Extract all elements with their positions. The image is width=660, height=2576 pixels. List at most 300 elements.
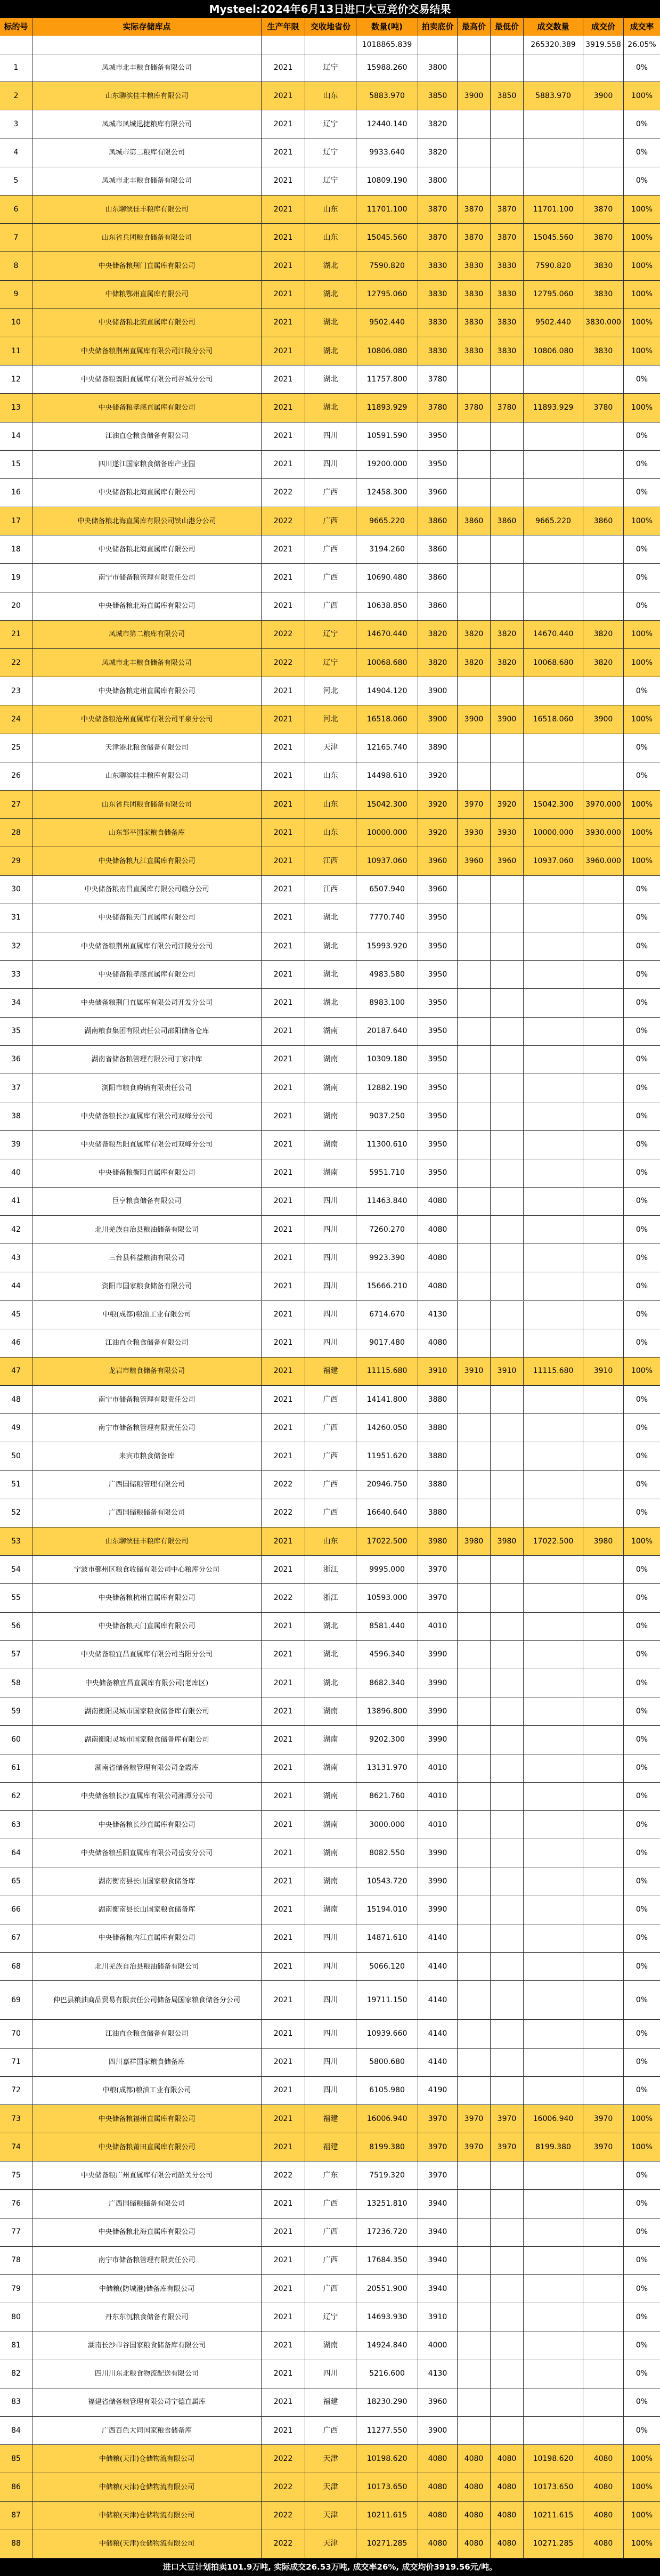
cell-col-floor-price: 3800	[418, 167, 457, 195]
cell-col-quantity: 20946.750	[356, 1471, 418, 1499]
cell-col-traded-price	[583, 1442, 623, 1470]
cell-col-traded-qty: 10198.620	[523, 2445, 583, 2473]
cell-col-lot-no: 73	[11, 2114, 21, 2123]
cell-col-warehouse: 中储粮(防城港)储备库有限公司	[32, 2275, 261, 2303]
cell-col-quantity: 5951.710	[356, 1159, 418, 1187]
cell-col-min-price: 3830	[490, 281, 523, 308]
cell-col-lot-no: 65	[11, 1876, 21, 1886]
cell-col-lot-no: 24	[11, 715, 21, 724]
cell-col-warehouse: 中央储备粮长沙直属库有限公司	[32, 1811, 261, 1839]
cell-col-rate: 0%	[623, 2247, 660, 2274]
cell-col-min-price	[490, 54, 523, 82]
cell-col-traded-price	[583, 2275, 623, 2303]
cell-col-lot-no: 72	[11, 2086, 21, 2095]
cell-col-floor-price: 3920	[418, 762, 457, 790]
cell-col-quantity: 8199.380	[356, 2133, 418, 2161]
cell-col-max-price	[457, 1329, 490, 1357]
cell-col-rate: 0%	[623, 2360, 660, 2388]
cell-col-floor-price: 3880	[418, 1386, 457, 1413]
cell-col-traded-price: 3830	[583, 337, 623, 365]
cell-col-lot-no: 78	[11, 2256, 21, 2265]
cell-col-lot-no: 6	[13, 205, 19, 214]
cell-col-traded-price	[583, 1726, 623, 1753]
cell-col-rate: 100%	[623, 2502, 660, 2530]
cell-col-min-price	[490, 1272, 523, 1300]
cell-col-province: 湖北	[305, 252, 356, 280]
cell-col-year: 2021	[261, 1669, 305, 1697]
cell-col-min-price	[490, 1018, 523, 1045]
cell-col-year: 2022	[261, 507, 305, 535]
cell-col-max-price	[457, 1074, 490, 1102]
cell-col-floor-price: 4010	[418, 1613, 457, 1640]
cell-col-min-price	[490, 2247, 523, 2274]
cell-col-province: 山东	[305, 762, 356, 790]
cell-col-min-price: 3910	[490, 1358, 523, 1385]
cell-col-floor-price: 3960	[418, 847, 457, 875]
cell-col-traded-price	[583, 1556, 623, 1583]
cell-col-lot-no: 67	[11, 1933, 21, 1943]
cell-col-province: 广西	[305, 592, 356, 620]
cell-col-floor-price: 3990	[418, 1867, 457, 1895]
cell-col-province: 湖南	[305, 1046, 356, 1074]
cell-col-warehouse: 中央储备粮沧州直属库有限公司平泉分公司	[32, 705, 261, 733]
cell-col-rate: 100%	[623, 252, 660, 280]
cell-col-traded-price: 3780	[583, 394, 623, 421]
cell-col-traded-qty	[523, 1188, 583, 1215]
cell-col-warehouse: 浏阳市粮食购销有限责任公司	[32, 1074, 261, 1102]
cell-col-traded-price: 3970	[583, 2133, 623, 2161]
cell-col-lot-no: 88	[11, 2539, 21, 2548]
cell-col-max-price	[457, 422, 490, 450]
cell-col-floor-price: 3990	[418, 1839, 457, 1867]
cell-col-min-price: 4080	[490, 2530, 523, 2558]
cell-col-floor-price: 4080	[418, 1216, 457, 1244]
cell-col-max-price	[457, 876, 490, 904]
cell-col-floor-price: 4080	[418, 2530, 457, 2558]
table-row	[0, 252, 660, 280]
cell-col-year: 2022	[261, 2473, 305, 2501]
cell-col-year: 2021	[261, 2133, 305, 2161]
cell-col-rate: 0%	[623, 2020, 660, 2047]
cell-col-max-price: 4080	[457, 2530, 490, 2558]
table-row	[0, 2417, 660, 2445]
cell-col-traded-qty	[523, 1867, 583, 1895]
table-row	[0, 167, 660, 196]
cell-col-year: 2022	[261, 2161, 305, 2189]
cell-col-province: 山东	[305, 1527, 356, 1555]
cell-col-province: 天津	[305, 2445, 356, 2473]
table-row	[0, 224, 660, 252]
totals-blank-1	[0, 36, 32, 54]
table-row	[0, 2388, 660, 2417]
cell-col-traded-price	[583, 1754, 623, 1782]
cell-col-year: 2021	[261, 1301, 305, 1329]
cell-col-rate: 0%	[623, 1074, 660, 1102]
cell-col-traded-qty	[523, 2417, 583, 2444]
cell-col-quantity: 13251.810	[356, 2190, 418, 2217]
cell-col-max-price	[457, 1641, 490, 1669]
cell-col-year: 2021	[261, 281, 305, 308]
cell-col-quantity: 14498.610	[356, 762, 418, 790]
cell-col-lot-no: 68	[11, 1962, 21, 1971]
table-row	[0, 1584, 660, 1612]
table-row	[0, 309, 660, 337]
cell-col-max-price	[457, 2331, 490, 2359]
cell-col-min-price	[490, 1867, 523, 1895]
cell-col-quantity: 10937.060	[356, 847, 418, 875]
cell-col-lot-no: 33	[11, 970, 21, 979]
cell-col-lot-no: 34	[11, 998, 21, 1007]
table-row	[0, 2247, 660, 2275]
cell-col-min-price	[490, 2161, 523, 2189]
cell-col-max-price	[457, 54, 490, 82]
cell-col-traded-price	[583, 1924, 623, 1952]
cell-col-warehouse: 天津港北粮食储备有限公司	[32, 734, 261, 762]
cell-col-max-price: 3820	[457, 649, 490, 677]
cell-col-max-price	[457, 1046, 490, 1074]
cell-col-quantity: 10638.850	[356, 592, 418, 620]
table-row	[0, 1188, 660, 1216]
cell-col-max-price	[457, 365, 490, 393]
cell-col-traded-qty	[523, 1102, 583, 1130]
cell-col-province: 四川	[305, 422, 356, 450]
cell-col-quantity: 12795.060	[356, 281, 418, 308]
cell-col-warehouse: 四川嘉祥国家粮食储备库	[32, 2049, 261, 2076]
cell-col-floor-price: 3950	[418, 1102, 457, 1130]
cell-col-rate: 100%	[623, 281, 660, 308]
cell-col-year: 2021	[261, 1272, 305, 1300]
cell-col-min-price	[490, 1726, 523, 1753]
cell-col-province: 四川	[305, 1953, 356, 1980]
cell-col-quantity: 8581.440	[356, 1613, 418, 1640]
cell-col-rate: 0%	[623, 2077, 660, 2104]
cell-col-province: 湖北	[305, 904, 356, 932]
cell-col-province: 四川	[305, 451, 356, 478]
totals-row	[0, 36, 660, 54]
cell-col-lot-no: 36	[11, 1055, 21, 1064]
cell-col-traded-qty	[523, 904, 583, 932]
cell-col-lot-no: 4	[13, 148, 19, 157]
cell-col-min-price	[490, 932, 523, 960]
cell-col-max-price	[457, 1131, 490, 1158]
cell-col-year: 2021	[261, 196, 305, 223]
cell-col-traded-qty	[523, 1953, 583, 1980]
cell-col-traded-price: 3830	[583, 281, 623, 308]
cell-col-max-price	[457, 139, 490, 167]
cell-col-lot-no: 14	[11, 432, 21, 441]
cell-col-province: 四川	[305, 1301, 356, 1329]
cell-col-rate: 0%	[623, 2190, 660, 2217]
cell-col-province: 广西	[305, 535, 356, 563]
cell-col-lot-no: 47	[11, 1367, 21, 1376]
cell-col-traded-qty	[523, 876, 583, 904]
cell-col-traded-price	[583, 139, 623, 167]
cell-col-max-price	[457, 1726, 490, 1753]
cell-col-max-price	[457, 1839, 490, 1867]
cell-col-floor-price: 3950	[418, 904, 457, 932]
cell-col-traded-qty	[523, 1301, 583, 1329]
cell-col-warehouse: 中央储备粮长沙直属库有限公司湘潭分公司	[32, 1783, 261, 1810]
cell-col-floor-price: 3900	[418, 705, 457, 733]
cell-col-lot-no: 84	[11, 2426, 21, 2435]
cell-col-min-price	[490, 2303, 523, 2331]
cell-col-traded-price	[583, 2049, 623, 2076]
cell-col-province: 湖南	[305, 1726, 356, 1753]
cell-col-traded-price	[583, 1613, 623, 1640]
cell-col-quantity: 10543.720	[356, 1867, 418, 1895]
cell-col-lot-no: 46	[11, 1338, 21, 1347]
cell-col-quantity: 3000.000	[356, 1811, 418, 1839]
cell-col-floor-price: 3800	[418, 54, 457, 82]
cell-col-max-price	[457, 1272, 490, 1300]
cell-col-quantity: 7519.320	[356, 2161, 418, 2189]
cell-col-floor-price: 3860	[418, 507, 457, 535]
cell-col-max-price	[457, 2388, 490, 2416]
cell-col-traded-qty	[523, 2275, 583, 2303]
cell-col-traded-price	[583, 1471, 623, 1499]
cell-col-warehouse: 中央储备粮北海直属库有限公司	[32, 2219, 261, 2246]
cell-col-traded-price	[583, 1953, 623, 1980]
cell-col-year: 2021	[261, 564, 305, 591]
cell-col-warehouse: 江油直仓粮食储备有限公司	[32, 1329, 261, 1357]
cell-col-floor-price: 3830	[418, 252, 457, 280]
cell-col-traded-qty: 10173.650	[523, 2473, 583, 2501]
cell-col-warehouse: 中央储备粮北流直属库有限公司	[32, 309, 261, 337]
cell-col-warehouse: 广西国储粮储备有限公司	[32, 1499, 261, 1527]
cell-col-year: 2022	[261, 1499, 305, 1527]
cell-col-floor-price: 4000	[418, 2331, 457, 2359]
cell-col-traded-price	[583, 1244, 623, 1272]
cell-col-traded-price	[583, 1188, 623, 1215]
cell-col-warehouse: 中储粮鄂州直属库有限公司	[32, 281, 261, 308]
cell-col-min-price	[490, 1216, 523, 1244]
cell-col-min-price: 3830	[490, 337, 523, 365]
cell-col-rate: 0%	[623, 1839, 660, 1867]
cell-col-min-price: 3970	[490, 2105, 523, 2133]
cell-col-min-price	[490, 2049, 523, 2076]
cell-col-traded-qty: 8199.380	[523, 2133, 583, 2161]
cell-col-max-price	[457, 110, 490, 138]
cell-col-floor-price: 4010	[418, 1754, 457, 1782]
cell-col-traded-qty	[523, 2190, 583, 2217]
totals-blank-2	[32, 36, 261, 54]
table-row	[0, 1896, 660, 1924]
cell-col-min-price	[490, 2360, 523, 2388]
cell-col-quantity: 8983.100	[356, 989, 418, 1017]
cell-col-province: 辽宁	[305, 2303, 356, 2331]
cell-col-quantity: 12165.740	[356, 734, 418, 762]
cell-col-quantity: 10173.650	[356, 2473, 418, 2501]
cell-col-floor-price: 3970	[418, 2133, 457, 2161]
cell-col-rate: 100%	[623, 2105, 660, 2133]
cell-col-lot-no: 70	[11, 2029, 21, 2038]
cell-col-province: 天津	[305, 734, 356, 762]
cell-col-traded-price	[583, 1046, 623, 1074]
cell-col-max-price	[457, 1102, 490, 1130]
cell-col-max-price	[457, 1669, 490, 1697]
cell-col-traded-price	[583, 2247, 623, 2274]
cell-col-quantity: 10806.080	[356, 337, 418, 365]
cell-col-min-price	[490, 1981, 523, 2019]
cell-col-rate: 0%	[623, 2388, 660, 2416]
cell-col-province: 辽宁	[305, 167, 356, 195]
cell-col-min-price: 3960	[490, 847, 523, 875]
cell-col-min-price	[490, 762, 523, 790]
cell-col-year: 2021	[261, 1159, 305, 1187]
cell-col-min-price	[490, 422, 523, 450]
cell-col-warehouse: 南宁市储备粮管理有限责任公司	[32, 1386, 261, 1413]
cell-col-lot-no: 32	[11, 941, 21, 950]
table-row	[0, 1924, 660, 1953]
table-row	[0, 2331, 660, 2360]
cell-col-max-price: 3870	[457, 224, 490, 251]
cell-col-quantity: 9923.390	[356, 1244, 418, 1272]
cell-col-year: 2021	[261, 2247, 305, 2274]
cell-col-traded-qty: 14670.440	[523, 621, 583, 648]
header-col-quantity: 数量(吨)	[356, 18, 418, 36]
cell-col-floor-price: 3960	[418, 479, 457, 507]
cell-col-year: 2021	[261, 932, 305, 960]
cell-col-quantity: 15993.920	[356, 932, 418, 960]
cell-col-traded-price	[583, 2388, 623, 2416]
table-row	[0, 337, 660, 365]
cell-col-province: 湖北	[305, 309, 356, 337]
header-col-floor-price: 拍卖底价	[418, 18, 457, 36]
cell-col-year: 2021	[261, 167, 305, 195]
cell-col-rate: 100%	[623, 309, 660, 337]
cell-col-traded-price	[583, 1697, 623, 1725]
table-row	[0, 1131, 660, 1159]
cell-col-traded-qty: 11701.100	[523, 196, 583, 223]
cell-col-warehouse: 山东省兵团粮食储备有限公司	[32, 224, 261, 251]
cell-col-rate: 0%	[623, 1471, 660, 1499]
cell-col-warehouse: 中储粮(天津)仓储物流有限公司	[32, 2530, 261, 2558]
cell-col-province: 天津	[305, 2530, 356, 2558]
cell-col-lot-no: 82	[11, 2369, 21, 2378]
cell-col-year: 2021	[261, 2105, 305, 2133]
cell-col-province: 湖南	[305, 1896, 356, 1924]
cell-col-rate: 0%	[623, 932, 660, 960]
cell-col-max-price	[457, 2190, 490, 2217]
cell-col-floor-price: 3950	[418, 1046, 457, 1074]
cell-col-province: 辽宁	[305, 139, 356, 167]
cell-col-floor-price: 4080	[418, 1272, 457, 1300]
cell-col-province: 浙江	[305, 1584, 356, 1612]
cell-col-traded-qty	[523, 1244, 583, 1272]
cell-col-rate: 0%	[623, 1697, 660, 1725]
cell-col-traded-qty	[523, 167, 583, 195]
cell-col-traded-price	[583, 2331, 623, 2359]
cell-col-province: 山东	[305, 224, 356, 251]
cell-col-year: 2021	[261, 1896, 305, 1924]
cell-col-traded-price	[583, 2077, 623, 2104]
cell-col-warehouse: 广西百色大同国家粮食储备库	[32, 2417, 261, 2444]
cell-col-rate: 0%	[623, 139, 660, 167]
cell-col-year: 2022	[261, 621, 305, 648]
cell-col-lot-no: 30	[11, 885, 21, 894]
cell-col-traded-qty	[523, 592, 583, 620]
cell-col-province: 湖北	[305, 1669, 356, 1697]
cell-col-year: 2022	[261, 2502, 305, 2530]
cell-col-warehouse: 宁波市鄞州区粮食收储有限公司中心粮库分公司	[32, 1556, 261, 1583]
cell-col-floor-price: 4140	[418, 1924, 457, 1952]
cell-col-traded-qty	[523, 1074, 583, 1102]
cell-col-lot-no: 28	[11, 828, 21, 837]
cell-col-year: 2021	[261, 2388, 305, 2416]
cell-col-province: 福建	[305, 1358, 356, 1385]
table-row	[0, 2275, 660, 2303]
cell-col-province: 四川	[305, 2049, 356, 2076]
cell-col-lot-no: 1	[13, 63, 19, 72]
cell-col-year: 2021	[261, 2049, 305, 2076]
cell-col-lot-no: 48	[11, 1395, 21, 1404]
cell-col-warehouse: 湖南省储备粮管理有限公司金霞库	[32, 1754, 261, 1782]
cell-col-warehouse: 中央储备粮衡阳直属库有限公司	[32, 1159, 261, 1187]
cell-col-floor-price: 3920	[418, 819, 457, 847]
cell-col-traded-qty: 9665.220	[523, 507, 583, 535]
cell-col-traded-price: 4080	[583, 2530, 623, 2558]
cell-col-lot-no: 40	[11, 1168, 21, 1177]
table-row	[0, 762, 660, 791]
cell-col-quantity: 9995.000	[356, 1556, 418, 1583]
header-col-lot-no: 标的号	[4, 22, 28, 31]
cell-col-lot-no: 42	[11, 1225, 21, 1234]
cell-col-lot-no: 9	[13, 290, 19, 299]
cell-col-rate: 100%	[623, 224, 660, 251]
cell-col-traded-qty	[523, 139, 583, 167]
cell-col-lot-no: 86	[11, 2483, 21, 2491]
table-row	[0, 2020, 660, 2048]
cell-col-min-price	[490, 1159, 523, 1187]
column-header-row	[0, 18, 660, 36]
table-row	[0, 564, 660, 592]
cell-col-traded-price: 3970.000	[583, 791, 623, 818]
table-row	[0, 1074, 660, 1102]
cell-col-traded-qty: 11115.680	[523, 1358, 583, 1385]
cell-col-max-price: 4080	[457, 2502, 490, 2530]
cell-col-lot-no: 57	[11, 1650, 21, 1659]
cell-col-traded-qty	[523, 2077, 583, 2104]
cell-col-max-price	[457, 1556, 490, 1583]
cell-col-rate: 0%	[623, 2049, 660, 2076]
cell-col-traded-price	[583, 1131, 623, 1158]
cell-col-max-price: 3900	[457, 705, 490, 733]
cell-col-quantity: 14904.120	[356, 677, 418, 705]
cell-col-year: 2021	[261, 2331, 305, 2359]
cell-col-rate: 0%	[623, 2219, 660, 2246]
cell-col-traded-qty	[523, 1613, 583, 1640]
cell-col-traded-price	[583, 1018, 623, 1045]
cell-col-rate: 0%	[623, 904, 660, 932]
cell-col-min-price	[490, 2219, 523, 2246]
cell-col-quantity: 5883.970	[356, 82, 418, 110]
cell-col-rate: 0%	[623, 1754, 660, 1782]
cell-col-traded-qty: 16006.940	[523, 2105, 583, 2133]
table-row	[0, 451, 660, 479]
cell-col-traded-price	[583, 2161, 623, 2189]
cell-col-traded-price: 3820	[583, 649, 623, 677]
cell-col-lot-no: 31	[11, 913, 21, 922]
cell-col-floor-price: 4080	[418, 1244, 457, 1272]
cell-col-traded-price	[583, 1102, 623, 1130]
cell-col-quantity: 10068.680	[356, 649, 418, 677]
cell-col-traded-qty	[523, 1839, 583, 1867]
cell-col-quantity: 5066.120	[356, 1953, 418, 1980]
cell-col-warehouse: 中储粮(天津)仓储物流有限公司	[32, 2473, 261, 2501]
cell-col-floor-price: 4010	[418, 1811, 457, 1839]
cell-col-max-price	[457, 1244, 490, 1272]
table-row	[0, 2105, 660, 2133]
